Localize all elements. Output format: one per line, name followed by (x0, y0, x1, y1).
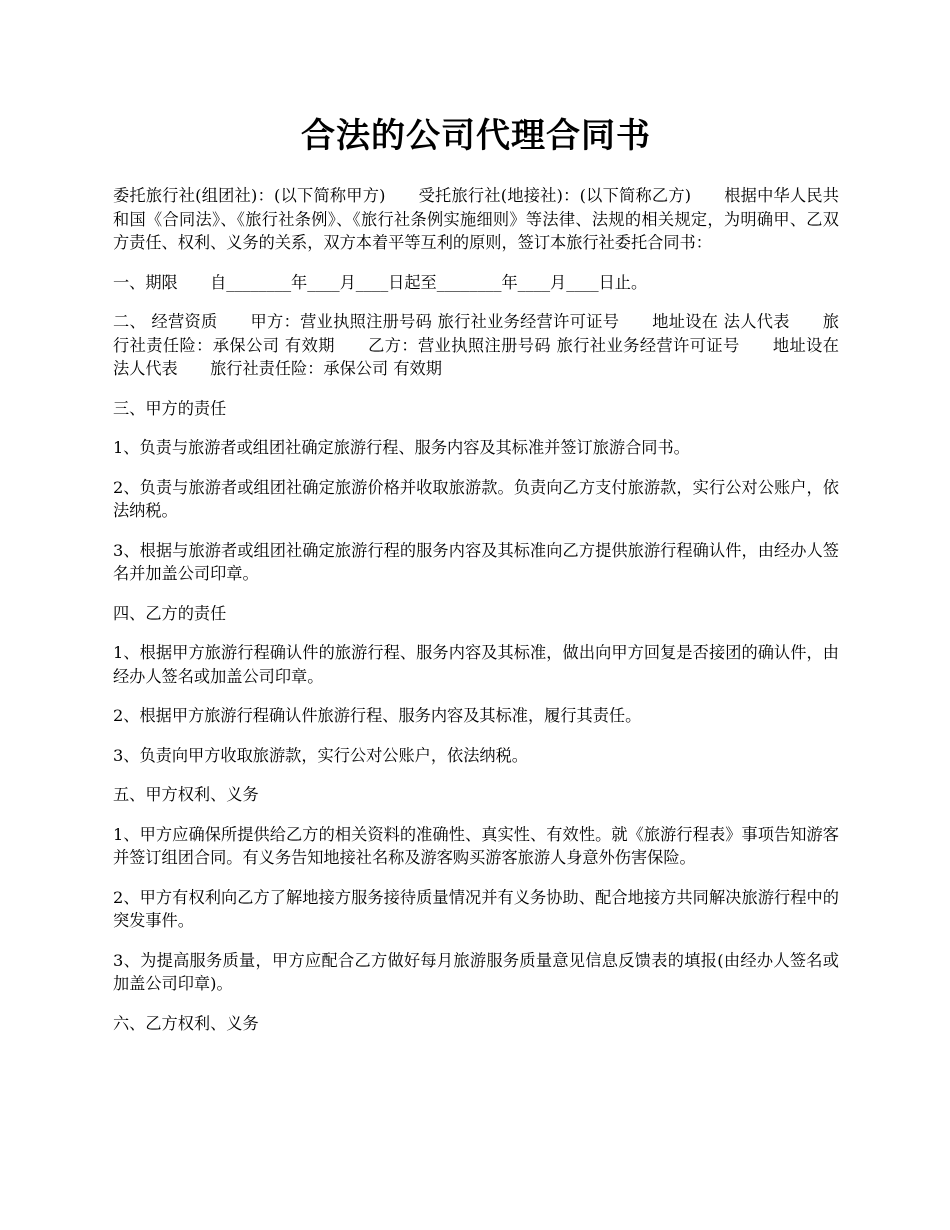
term-paragraph: 一、期限 自________年____月____日起至________年____月____日止。 (113, 272, 648, 292)
section-heading: 五、甲方权利、义务 (113, 785, 259, 804)
clause-paragraph: 2、负责与旅游者或组团社确定旅游价格并收取旅游款。负责向乙方支付旅游款，实行公对公账户，依法纳税。 (113, 477, 839, 520)
intro-paragraph: 委托旅行社(组团社)：(以下简称甲方) 受托旅行社(地接社)：(以下简称乙方) 根据中华人民共和国《合同法》、《旅行社条例》、《旅行社条例实施细则》等法律、法规的相关规定，为明确甲、乙双方责任、权利、义务的关系，双方本着平等互利的原则，签订本旅行社委托合同书： (113, 186, 839, 252)
clause-paragraph: 1、甲方应确保所提供给乙方的相关资料的准确性、真实性、有效性。就《旅游行程表》事项告知游客并签订组团合同。有义务告知地接社名称及游客购买游客旅游人身意外伤害保险。 (113, 824, 839, 867)
clause-paragraph: 3、根据与旅游者或组团社确定旅游行程的服务内容及其标准向乙方提供旅游行程确认件，由经办人签名并加盖公司印章。 (113, 540, 839, 583)
clause-paragraph: 1、根据甲方旅游行程确认件的旅游行程、服务内容及其标准，做出向甲方回复是否接团的确认件，由经办人签名或加盖公司印章。 (113, 643, 839, 686)
document-page (113, 112, 845, 1051)
clause-paragraph: 3、为提高服务质量，甲方应配合乙方做好每月旅游服务质量意见信息反馈表的填报(由经办人签名或加盖公司印章)。 (113, 950, 839, 993)
clause-paragraph: 2、根据甲方旅游行程确认件旅游行程、服务内容及其标准，履行其责任。 (113, 706, 642, 725)
document-title: 合法的公司代理合同书 (301, 116, 651, 156)
qualification-paragraph: 二、 经营资质 甲方：营业执照注册号码 旅行社业务经营许可证号 地址设在 法人代表 旅行社责任险：承保公司 有效期 乙方：营业执照注册号码 旅行社业务经营许可证号 地址设在 法人代表 旅行社责任险：承保公司 有效期 (113, 312, 845, 378)
clause-paragraph: 1、负责与旅游者或组团社确定旅游行程、服务内容及其标准并签订旅游合同书。 (113, 438, 690, 457)
clause-paragraph: 2、甲方有权利向乙方了解地接方服务接待质量情况并有义务协助、配合地接方共同解决旅游行程中的突发事件。 (113, 887, 839, 930)
section-heading: 六、乙方权利、义务 (113, 1013, 259, 1033)
section-heading: 四、乙方的责任 (113, 603, 227, 623)
clause-paragraph: 3、负责向甲方收取旅游款，实行公对公账户，依法纳税。 (113, 745, 528, 765)
section-heading: 三、甲方的责任 (113, 398, 227, 418)
